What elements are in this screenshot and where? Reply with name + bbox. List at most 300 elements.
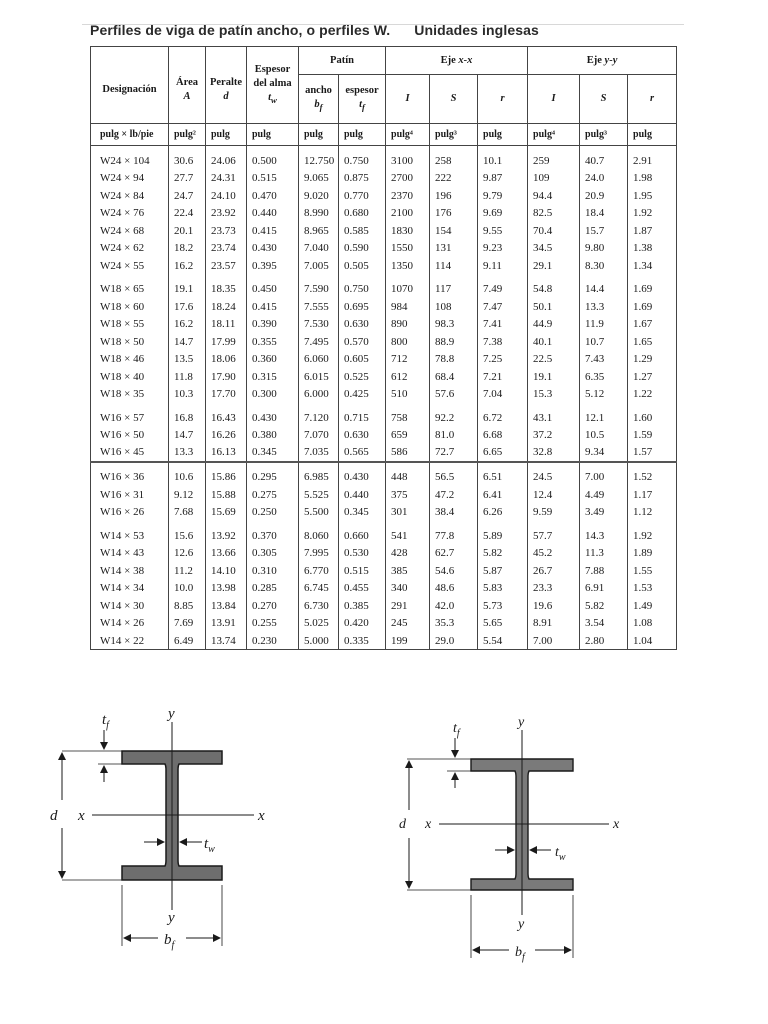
value-cell: 20.9 — [580, 187, 628, 205]
value-cell: 23.3 — [528, 580, 580, 598]
value-cell: 7.04 — [478, 386, 528, 404]
designation-cell: W16 × 31 — [91, 486, 169, 504]
value-cell: 8.85 — [169, 597, 206, 615]
label-tw-left: $t_w$ — [204, 836, 215, 855]
value-cell: 15.69 — [206, 504, 247, 522]
value-cell: 11.3 — [580, 545, 628, 563]
value-cell: 32.8 — [528, 444, 580, 462]
value-cell: 13.3 — [169, 444, 206, 462]
table-row — [91, 504, 677, 522]
value-cell: 245 — [386, 615, 430, 633]
value-cell: 7.005 — [299, 257, 339, 275]
value-cell: 0.395 — [247, 257, 299, 275]
value-cell: 0.335 — [339, 632, 386, 650]
value-cell: 10.1 — [478, 152, 528, 170]
value-cell: 0.770 — [339, 187, 386, 205]
label-y-bottom-right: y — [518, 917, 525, 932]
value-cell: 6.015 — [299, 368, 339, 386]
value-cell: 12.4 — [528, 486, 580, 504]
value-cell: 10.6 — [169, 469, 206, 487]
value-cell: 43.1 — [528, 409, 580, 427]
value-cell: 42.0 — [430, 597, 478, 615]
value-cell: 0.415 — [247, 298, 299, 316]
value-cell: 4.49 — [580, 486, 628, 504]
designation-cell: W18 × 50 — [91, 333, 169, 351]
col-group-eje-y — [528, 47, 677, 75]
col-area — [169, 47, 206, 124]
value-cell: 0.390 — [247, 316, 299, 334]
table-row — [91, 427, 677, 445]
gap-cell — [528, 462, 580, 469]
label-bf-right: $b_f$ — [515, 945, 525, 963]
table-row — [91, 597, 677, 615]
value-cell: 0.590 — [339, 240, 386, 258]
value-cell: 12.1 — [580, 409, 628, 427]
value-cell: 0.310 — [247, 562, 299, 580]
value-cell: 22.4 — [169, 205, 206, 223]
label-x-left-l: x — [78, 808, 85, 824]
value-cell: 78.8 — [430, 351, 478, 369]
value-cell: 16.8 — [169, 409, 206, 427]
value-cell: 0.300 — [247, 386, 299, 404]
value-cell: 19.6 — [528, 597, 580, 615]
value-cell: 8.30 — [580, 257, 628, 275]
value-cell: 10.7 — [580, 333, 628, 351]
unit-cell: pulg⁴ — [528, 124, 580, 146]
value-cell: 26.7 — [528, 562, 580, 580]
value-cell: 10.3 — [169, 386, 206, 404]
value-cell: 9.80 — [580, 240, 628, 258]
value-cell: 18.35 — [206, 281, 247, 299]
col-peralte — [206, 47, 247, 124]
value-cell: 0.415 — [247, 222, 299, 240]
value-cell: 0.380 — [247, 427, 299, 445]
value-cell: 5.54 — [478, 632, 528, 650]
label-y-bottom-left: y — [168, 910, 175, 926]
value-cell: 448 — [386, 469, 430, 487]
value-cell: 258 — [430, 152, 478, 170]
table-row — [91, 368, 677, 386]
value-cell: 6.35 — [580, 368, 628, 386]
value-cell: 27.7 — [169, 170, 206, 188]
value-cell: 0.530 — [339, 545, 386, 563]
value-cell: 385 — [386, 562, 430, 580]
value-cell: 1.53 — [628, 580, 677, 598]
value-cell: 0.370 — [247, 527, 299, 545]
value-cell: 23.92 — [206, 205, 247, 223]
value-cell: 7.00 — [528, 632, 580, 650]
value-cell: 114 — [430, 257, 478, 275]
value-cell: 10.0 — [169, 580, 206, 598]
value-cell: 3100 — [386, 152, 430, 170]
table-row — [91, 409, 677, 427]
value-cell: 92.2 — [430, 409, 478, 427]
value-cell: 11.8 — [169, 368, 206, 386]
table-row — [91, 469, 677, 487]
value-cell: 301 — [386, 504, 430, 522]
gap-cell — [206, 462, 247, 469]
value-cell: 7.040 — [299, 240, 339, 258]
value-cell: 17.70 — [206, 386, 247, 404]
value-cell: 6.26 — [478, 504, 528, 522]
value-cell: 17.90 — [206, 368, 247, 386]
value-cell: 5.89 — [478, 527, 528, 545]
value-cell: 18.4 — [580, 205, 628, 223]
value-cell: 7.68 — [169, 504, 206, 522]
table-row — [91, 333, 677, 351]
value-cell: 14.7 — [169, 427, 206, 445]
value-cell: 88.9 — [430, 333, 478, 351]
value-cell: 7.21 — [478, 368, 528, 386]
value-cell: 0.515 — [339, 562, 386, 580]
value-cell: 9.59 — [528, 504, 580, 522]
value-cell: 9.55 — [478, 222, 528, 240]
value-cell: 0.250 — [247, 504, 299, 522]
table-row — [91, 298, 677, 316]
value-cell: 23.74 — [206, 240, 247, 258]
label-y-top-left: y — [168, 706, 175, 722]
value-cell: 0.500 — [247, 152, 299, 170]
unit-cell: pulg — [339, 124, 386, 146]
value-cell: 0.230 — [247, 632, 299, 650]
value-cell: 6.745 — [299, 580, 339, 598]
table-row — [91, 486, 677, 504]
label-x-right-r: x — [613, 817, 620, 832]
designation-cell: W24 × 68 — [91, 222, 169, 240]
value-cell: 16.26 — [206, 427, 247, 445]
value-cell: 50.1 — [528, 298, 580, 316]
value-cell: 7.47 — [478, 298, 528, 316]
value-cell: 108 — [430, 298, 478, 316]
value-cell: 35.3 — [430, 615, 478, 633]
value-cell: 24.10 — [206, 187, 247, 205]
group-gap — [91, 462, 677, 469]
value-cell: 24.5 — [528, 469, 580, 487]
col-designacion — [91, 47, 169, 124]
value-cell: 72.7 — [430, 444, 478, 462]
value-cell: 659 — [386, 427, 430, 445]
gap-cell — [386, 462, 430, 469]
value-cell: 23.73 — [206, 222, 247, 240]
value-cell: 13.74 — [206, 632, 247, 650]
value-cell: 10.5 — [580, 427, 628, 445]
value-cell: 9.79 — [478, 187, 528, 205]
value-cell: 5.82 — [580, 597, 628, 615]
value-cell: 5.73 — [478, 597, 528, 615]
col-ancho-label: ancho — [305, 84, 332, 96]
table-row — [91, 222, 677, 240]
table-row — [91, 580, 677, 598]
value-cell: 7.88 — [580, 562, 628, 580]
value-cell: 0.525 — [339, 368, 386, 386]
table-row — [91, 527, 677, 545]
value-cell: 154 — [430, 222, 478, 240]
value-cell: 15.88 — [206, 486, 247, 504]
designation-cell: W18 × 35 — [91, 386, 169, 404]
value-cell: 9.12 — [169, 486, 206, 504]
value-cell: 7.69 — [169, 615, 206, 633]
designation-cell: W14 × 38 — [91, 562, 169, 580]
gap-cell — [299, 462, 339, 469]
value-cell: 82.5 — [528, 205, 580, 223]
value-cell: 29.0 — [430, 632, 478, 650]
value-cell: 5.525 — [299, 486, 339, 504]
value-cell: 1070 — [386, 281, 430, 299]
value-cell: 541 — [386, 527, 430, 545]
col-area-label: Área — [176, 77, 198, 88]
col-group-eje-x — [386, 47, 528, 75]
value-cell: 14.3 — [580, 527, 628, 545]
col-ancho — [299, 75, 339, 124]
value-cell: 1.69 — [628, 281, 677, 299]
value-cell: 375 — [386, 486, 430, 504]
value-cell: 0.355 — [247, 333, 299, 351]
designation-cell: W18 × 65 — [91, 281, 169, 299]
col-peralte-sym: d — [223, 91, 229, 102]
value-cell: 24.0 — [580, 170, 628, 188]
properties-table — [90, 46, 677, 650]
value-cell: 2700 — [386, 170, 430, 188]
value-cell: 7.995 — [299, 545, 339, 563]
value-cell: 7.49 — [478, 281, 528, 299]
value-cell: 8.965 — [299, 222, 339, 240]
value-cell: 0.345 — [339, 504, 386, 522]
designation-cell: W18 × 40 — [91, 368, 169, 386]
col-designacion-label: Designación — [102, 84, 157, 95]
value-cell: 7.38 — [478, 333, 528, 351]
value-cell: 17.6 — [169, 298, 206, 316]
value-cell: 0.565 — [339, 444, 386, 462]
value-cell: 9.020 — [299, 187, 339, 205]
value-cell: 1.87 — [628, 222, 677, 240]
value-cell: 20.1 — [169, 222, 206, 240]
value-cell: 57.6 — [430, 386, 478, 404]
value-cell: 586 — [386, 444, 430, 462]
table-row — [91, 240, 677, 258]
value-cell: 0.470 — [247, 187, 299, 205]
value-cell: 8.060 — [299, 527, 339, 545]
label-tf-right: $t_f$ — [453, 721, 460, 739]
value-cell: 0.455 — [339, 580, 386, 598]
value-cell: 1.17 — [628, 486, 677, 504]
col-group-eje-x-label: Eje x-x — [440, 54, 473, 66]
table-row — [91, 316, 677, 334]
value-cell: 9.69 — [478, 205, 528, 223]
value-cell: 6.91 — [580, 580, 628, 598]
col-espesor-sym: $t_f$ — [359, 98, 365, 113]
label-d-right: d — [399, 817, 406, 832]
designation-cell: W16 × 36 — [91, 469, 169, 487]
value-cell: 3.54 — [580, 615, 628, 633]
unit-cell: pulg² — [169, 124, 206, 146]
value-cell: 1.57 — [628, 444, 677, 462]
col-rx: r — [478, 75, 528, 124]
value-cell: 1.98 — [628, 170, 677, 188]
value-cell: 0.430 — [247, 240, 299, 258]
value-cell: 0.680 — [339, 205, 386, 223]
value-cell: 0.425 — [339, 386, 386, 404]
value-cell: 9.11 — [478, 257, 528, 275]
designation-cell: W14 × 26 — [91, 615, 169, 633]
unit-cell: pulg — [628, 124, 677, 146]
value-cell: 1550 — [386, 240, 430, 258]
value-cell: 13.92 — [206, 527, 247, 545]
value-cell: 117 — [430, 281, 478, 299]
value-cell: 56.5 — [430, 469, 478, 487]
table-row — [91, 386, 677, 404]
value-cell: 0.345 — [247, 444, 299, 462]
unit-cell: pulg — [247, 124, 299, 146]
label-d-left: d — [50, 808, 58, 824]
value-cell: 23.57 — [206, 257, 247, 275]
value-cell: 0.630 — [339, 427, 386, 445]
value-cell: 12.750 — [299, 152, 339, 170]
value-cell: 7.590 — [299, 281, 339, 299]
value-cell: 6.65 — [478, 444, 528, 462]
value-cell: 13.91 — [206, 615, 247, 633]
value-cell: 14.4 — [580, 281, 628, 299]
value-cell: 8.91 — [528, 615, 580, 633]
label-tf-left: $t_f$ — [102, 712, 109, 731]
table-row — [91, 444, 677, 462]
value-cell: 34.5 — [528, 240, 580, 258]
value-cell: 0.605 — [339, 351, 386, 369]
value-cell: 18.06 — [206, 351, 247, 369]
value-cell: 24.31 — [206, 170, 247, 188]
col-area-sym: A — [183, 91, 191, 102]
label-bf-left: $b_f$ — [164, 932, 175, 951]
value-cell: 0.585 — [339, 222, 386, 240]
value-cell: 7.070 — [299, 427, 339, 445]
value-cell: 712 — [386, 351, 430, 369]
value-cell: 9.23 — [478, 240, 528, 258]
value-cell: 6.985 — [299, 469, 339, 487]
value-cell: 7.555 — [299, 298, 339, 316]
value-cell: 291 — [386, 597, 430, 615]
value-cell: 38.4 — [430, 504, 478, 522]
value-cell: 1.92 — [628, 527, 677, 545]
value-cell: 428 — [386, 545, 430, 563]
value-cell: 8.990 — [299, 205, 339, 223]
value-cell: 259 — [528, 152, 580, 170]
value-cell: 22.5 — [528, 351, 580, 369]
value-cell: 15.6 — [169, 527, 206, 545]
value-cell: 1830 — [386, 222, 430, 240]
value-cell: 40.7 — [580, 152, 628, 170]
designation-cell: W14 × 43 — [91, 545, 169, 563]
label-tw-right: $t_w$ — [555, 845, 566, 863]
table-row — [91, 152, 677, 170]
table-row — [91, 351, 677, 369]
value-cell: 176 — [430, 205, 478, 223]
value-cell: 1.89 — [628, 545, 677, 563]
value-cell: 40.1 — [528, 333, 580, 351]
designation-cell: W14 × 22 — [91, 632, 169, 650]
value-cell: 5.500 — [299, 504, 339, 522]
value-cell: 62.7 — [430, 545, 478, 563]
value-cell: 1.22 — [628, 386, 677, 404]
value-cell: 15.86 — [206, 469, 247, 487]
value-cell: 98.3 — [430, 316, 478, 334]
value-cell: 6.49 — [169, 632, 206, 650]
value-cell: 0.570 — [339, 333, 386, 351]
unit-cell: pulg — [206, 124, 247, 146]
value-cell: 1.60 — [628, 409, 677, 427]
gap-cell — [247, 462, 299, 469]
value-cell: 0.315 — [247, 368, 299, 386]
value-cell: 13.84 — [206, 597, 247, 615]
designation-cell: W18 × 60 — [91, 298, 169, 316]
units-row — [91, 124, 677, 146]
unit-cell: pulg⁴ — [386, 124, 430, 146]
ibeam-diagram-left — [40, 700, 290, 960]
col-espesor-alma-sym: $t_w$ — [268, 91, 277, 106]
value-cell: 0.420 — [339, 615, 386, 633]
col-group-eje-y-label: Eje y-y — [586, 54, 618, 66]
value-cell: 0.275 — [247, 486, 299, 504]
value-cell: 68.4 — [430, 368, 478, 386]
value-cell: 17.99 — [206, 333, 247, 351]
value-cell: 5.65 — [478, 615, 528, 633]
value-cell: 48.6 — [430, 580, 478, 598]
value-cell: 6.000 — [299, 386, 339, 404]
table-row — [91, 187, 677, 205]
value-cell: 7.120 — [299, 409, 339, 427]
col-espesor-alma-label: Espesor del alma — [253, 63, 292, 89]
gap-cell — [91, 462, 169, 469]
value-cell: 0.695 — [339, 298, 386, 316]
col-sx: S — [430, 75, 478, 124]
table-row — [91, 615, 677, 633]
value-cell: 1.04 — [628, 632, 677, 650]
label-x-left-r: x — [425, 817, 432, 832]
table-body — [91, 146, 677, 650]
value-cell: 7.43 — [580, 351, 628, 369]
designation-cell: W14 × 34 — [91, 580, 169, 598]
value-cell: 222 — [430, 170, 478, 188]
value-cell: 7.035 — [299, 444, 339, 462]
value-cell: 6.060 — [299, 351, 339, 369]
value-cell: 1.34 — [628, 257, 677, 275]
label-x-right-l: x — [258, 808, 265, 824]
value-cell: 0.660 — [339, 527, 386, 545]
value-cell: 24.06 — [206, 152, 247, 170]
value-cell: 1.95 — [628, 187, 677, 205]
table-row — [91, 562, 677, 580]
col-sy: S — [580, 75, 628, 124]
value-cell: 15.7 — [580, 222, 628, 240]
designation-cell: W24 × 76 — [91, 205, 169, 223]
value-cell: 1.67 — [628, 316, 677, 334]
designation-cell: W16 × 26 — [91, 504, 169, 522]
value-cell: 7.25 — [478, 351, 528, 369]
value-cell: 1.08 — [628, 615, 677, 633]
value-cell: 19.1 — [169, 281, 206, 299]
table-row — [91, 545, 677, 563]
value-cell: 1.27 — [628, 368, 677, 386]
value-cell: 7.530 — [299, 316, 339, 334]
value-cell: 37.2 — [528, 427, 580, 445]
value-cell: 7.495 — [299, 333, 339, 351]
value-cell: 30.6 — [169, 152, 206, 170]
value-cell: 0.430 — [339, 469, 386, 487]
value-cell: 13.98 — [206, 580, 247, 598]
value-cell: 70.4 — [528, 222, 580, 240]
designation-cell: W16 × 50 — [91, 427, 169, 445]
value-cell: 19.1 — [528, 368, 580, 386]
value-cell: 199 — [386, 632, 430, 650]
value-cell: 984 — [386, 298, 430, 316]
